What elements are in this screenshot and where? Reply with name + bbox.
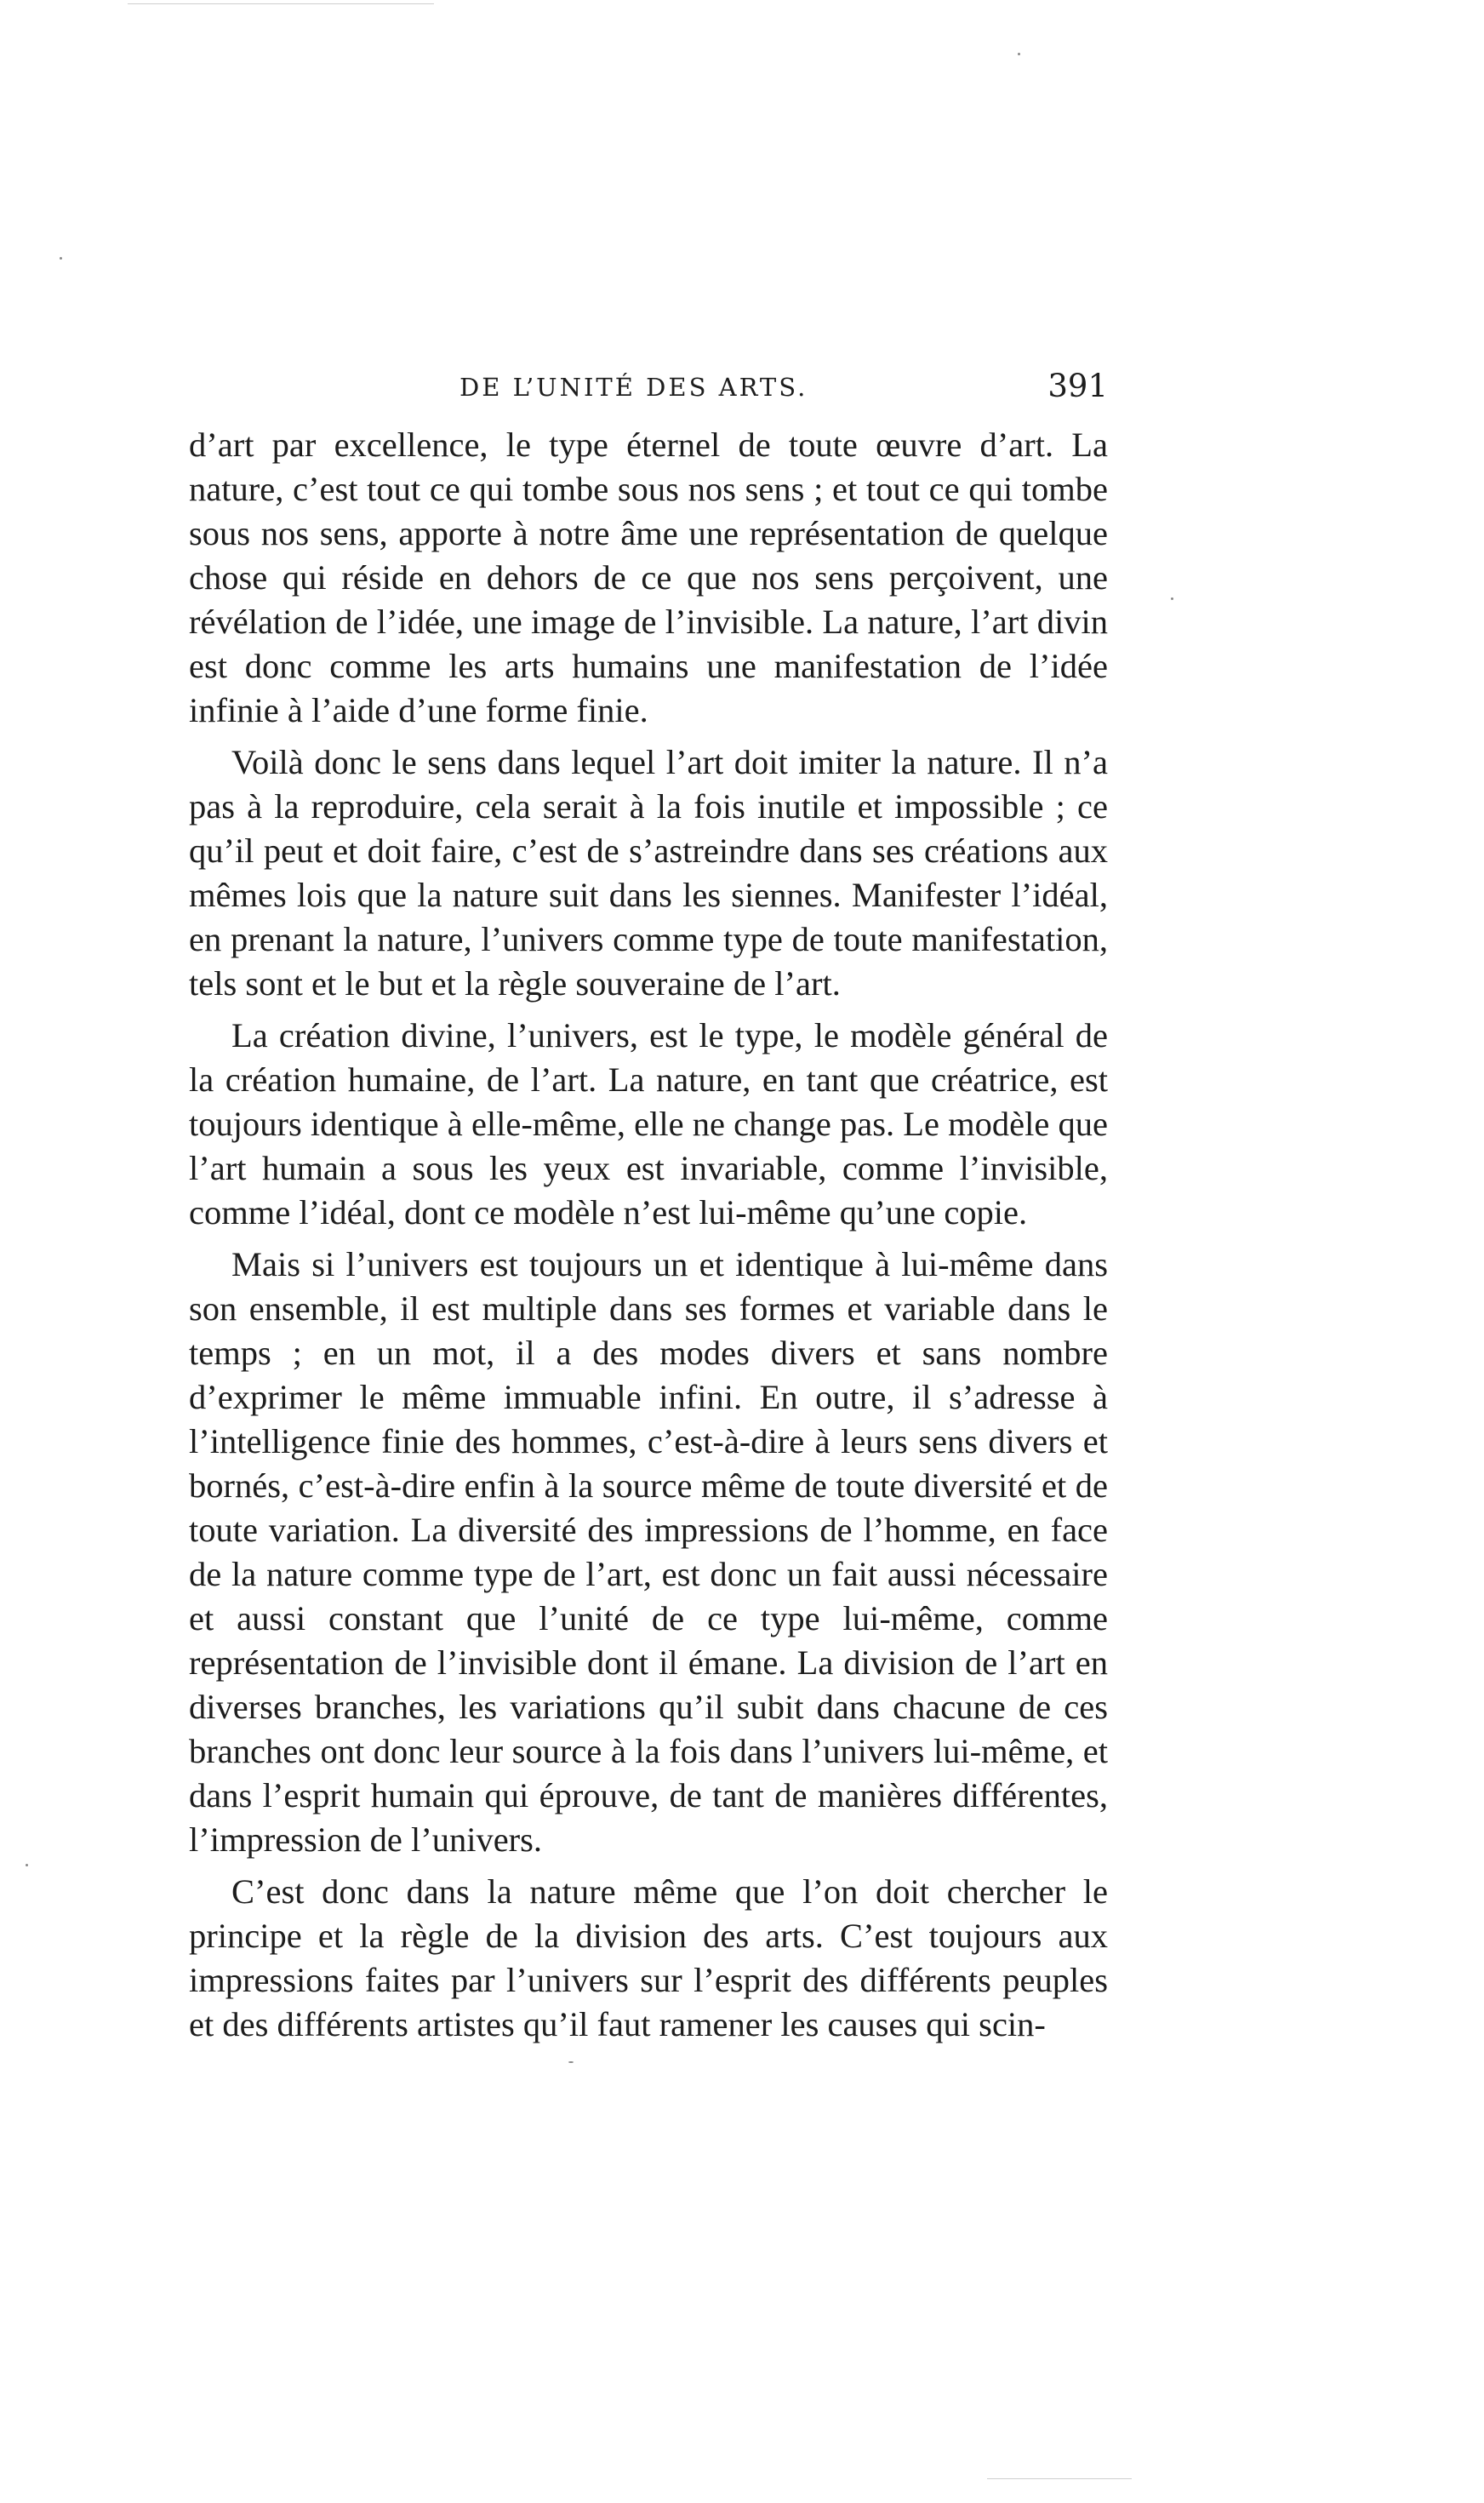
running-head: DE L’UNITÉ DES ARTS. <box>459 373 808 402</box>
scan-speck <box>60 257 62 260</box>
paragraph: Voilà donc le sens dans lequel l’art doit imiter la nature. Il n’a pas à la reproduire, cela serait à la fois inutile et impossible ; ce qu’il peut et doit faire, c’est de s’astreindre dans ses créations aux mêmes lois que la nature suit dans les siennes. Manifester l’idéal, en prenant la nature, l’univers comme type de toute manifestation, tels sont et le but et la règle souveraine de l’art. <box>189 743 1108 1003</box>
scan-speck <box>1171 597 1173 600</box>
paragraph: La création divine, l’univers, est le type, le modèle général de la création humaine, de l’art. La nature, en tant que créatrice, est toujours identique à elle-même, elle ne change pas. Le modèle que l’art humain a sous les yeux est invariable, comme l’invisible, comme l’idéal, dont ce modèle n’est lui-même qu’une copie. <box>189 1016 1108 1231</box>
page-number: 391 <box>1047 368 1108 404</box>
page-header <box>189 368 1108 419</box>
paragraph: Mais si l’univers est toujours un et identique à lui-même dans son ensemble, il est multiple dans ses formes et variable dans le temps ; en un mot, il a des modes divers et sans nombre d’exprimer le même immuable infini. En outre, il s’adresse à l’intelligence finie des hommes, c’est-à-dire à leurs sens divers et bornés, c’est-à-dire enfin à la source même de toute diversité et de toute variation. La diversité des impressions de l’homme, en face de la nature comme type de l’art, est donc un fait aussi nécessaire et aussi constant que l’unité de ce type lui-même, comme représentation de l’invisible dont il émane. La division de l’art en diverses branches, les variations qu’il subit dans chacune de ces branches ont donc leur source à la fois dans l’univers lui-même, et dans l’esprit humain qui éprouve, de tant de manières différentes, l’impression de l’univers. <box>189 1245 1108 1859</box>
scan-speck <box>1018 53 1020 55</box>
body-text <box>189 423 1108 2054</box>
scan-edge-line-top <box>128 3 434 4</box>
scan-speck <box>568 2061 574 2063</box>
scan-edge-line-bottom <box>987 2478 1132 2479</box>
paragraph: d’art par excellence, le type éternel de toute œuvre d’art. La nature, c’est tout ce qui tombe sous nos sens ; et tout ce qui tombe sous nos sens, apporte à notre âme une représentation de quelque chose qui réside en dehors de ce que nos sens perçoivent, une révélation de l’idée, une image de l’invisible. La nature, l’art divin est donc comme les arts humains une manifestation de l’idée infinie à l’aide d’une forme finie. <box>189 426 1108 729</box>
scan-speck <box>26 1864 28 1866</box>
paragraph: C’est donc dans la nature même que l’on doit chercher le principe et la règle de la division des arts. C’est toujours aux impressions faites par l’univers sur l’esprit des différents peuples et des différents artistes qu’il faut ramener les causes qui scin- <box>189 1872 1108 2043</box>
